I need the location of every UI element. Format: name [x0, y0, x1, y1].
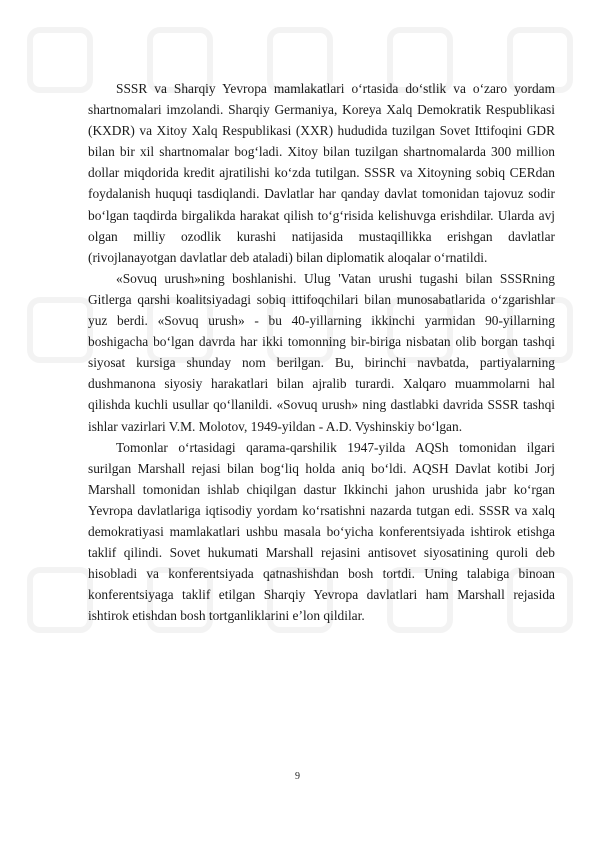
document-body	[88, 78, 555, 626]
paragraph-treaties: SSSR va Sharqiy Yevropa mamlakatlari o‘rtasida do‘stlik va o‘zaro yordam shartnomalari imzolandi. Sharqiy Germaniya, Koreya Xalq Demokratik Respublikasi (KXDR) va Xitoy Xalq Respublikasi (XXR) hududida tuzilgan Sovet Ittifoqini GDR bilan bir xil shartnomalar bog‘ladi. Xitoy bilan tuzilgan shartnomalarda 300 million dollar miqdorida kredit ajratilishi ko‘zda tutilgan. SSSR va Xitoyning sobiq CERdan foydalanish huquqi tasdiqlandi. Davlatlar har qanday davlat tomonidan tajovuz sodir bo‘lgan taqdirda birgalikda harakat qilish to‘g‘risida kelishuvga erishdilar. Ularda avj olgan milliy ozodlik kurashi natijasida mustaqillikka erishgan davlatlar (rivojlanayotgan davlatlar deb ataladi) bilan diplomatik aloqalar o‘rnatildi.	[88, 81, 555, 265]
paragraph-cold-war-start: «Sovuq urush»ning boshlanishi. Ulug 'Vatan urushi tugashi bilan SSSRning Gitlerga qarshi koalitsiyadagi sobiq ittifoqchilari bilan munosabatlarida o‘zgarishlar yuz berdi. «Sovuq urush» - bu 40-yillarning ikkinchi yarmidan 90-yillarning boshigacha bo‘lgan davrda har ikki tomonning bir-biriga nisbatan olib borgan tashqi siyosat kursiga shunday nom berilgan. Bu, birinchi navbatda, partiyalarning dushmanona siyosiy harakatlari bilan ajralib turardi. Xalqaro muammolarni hal qilishda kuchli usullar qo‘llanildi. «Sovuq urush» ning dastlabki davrida SSSR tashqi ishlar vazirlari V.M. Molotov, 1949-yildan - A.D. Vyshinskiy bo‘lgan.	[88, 270, 555, 434]
page-number: 9	[295, 771, 300, 782]
paragraph-marshall-plan: Tomonlar o‘rtasidagi qarama-qarshilik 1947-yilda AQSh tomonidan ilgari surilgan Marshall rejasi bilan bog‘liq holda aniq bo‘ldi. AQSH Davlat kotibi Jorj Marshall tomonidan ishlab chiqilgan dastur Ikkinchi jahon urushida jabr ko‘rgan Yevropa davlatlariga iqtisodiy yordam ko‘rsatishni nazarda tutgan edi. SSSR va xalq demokratiyasi mamlakatlari ushbu masala bo‘yicha konferentsiyada ishtirok etishga taklif qilindi. Sovet hukumati Marshall rejasini antisovet siyosatining quroli deb hisobladi va konferentsiyada qatnashishdan bosh tortdi. Uning talabiga binoan konferentsiyaga taklif etilgan Sharqiy Yevropa davlatlari ham Marshall rejasida ishtirok etishdan bosh tortganliklarini e’lon qildilar.	[88, 439, 555, 624]
